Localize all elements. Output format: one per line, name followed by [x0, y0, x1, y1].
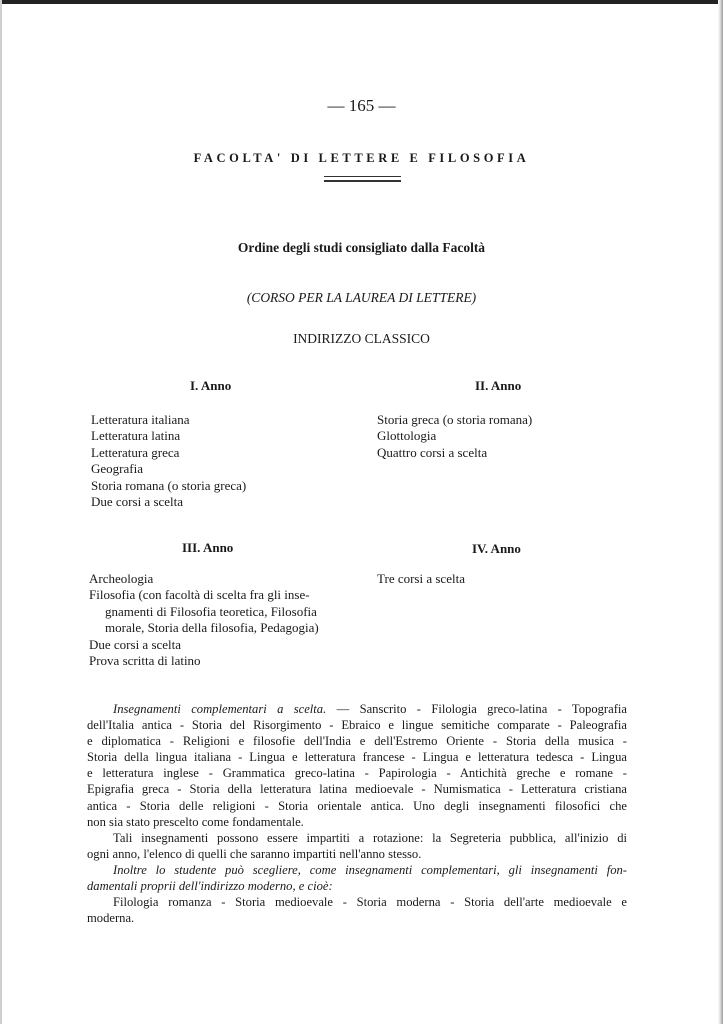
paragraph-line: non sia stato prescelto come fondamentale. — [87, 814, 304, 829]
year-3-item: morale, Storia della filosofia, Pedagogia) — [105, 620, 319, 636]
indirizzo-title: INDIRIZZO CLASSICO — [293, 331, 430, 346]
year-2-item: Quattro corsi a scelta — [377, 444, 488, 460]
year-3-list — [89, 571, 319, 669]
faculty-title: FACOLTA' DI LETTERE E FILOSOFIA — [193, 151, 530, 165]
year-2-item: Storia greca (o storia romana) — [377, 412, 533, 427]
year-1-item: Letteratura greca — [91, 444, 180, 460]
inoltre-line: Inoltre lo studente può scegliere, come insegnamenti complementari, gli insegnamenti fon- — [113, 862, 627, 877]
paragraph-line: e letteratura inglese - Grammatica greco-latina - Papirologia - Antichità greche e romane - — [87, 766, 627, 781]
year-4-list — [377, 571, 465, 587]
page-number: — 165 — — [327, 96, 396, 115]
year-3-item: Due corsi a scelta — [89, 636, 182, 652]
year-4-item: Tre corsi a scelta — [377, 571, 465, 586]
year-4-heading: IV. Anno — [472, 541, 521, 556]
year-2-list — [377, 412, 532, 461]
paragraph-line: antica - Storia delle religioni - Storia orientale antica. Uno degli insegnamenti filosofici che — [87, 798, 627, 813]
year-3-item: Prova scritta di latino — [89, 653, 201, 669]
year-1-heading: I. Anno — [190, 378, 232, 393]
paragraph-line — [87, 701, 627, 717]
year-3-item: Archeologia — [89, 571, 154, 586]
study-order-subtitle: Ordine degli studi consigliato dalla Facoltà — [237, 240, 486, 255]
year-1-item: Storia romana (o storia greca) — [91, 477, 247, 493]
complementary-courses-paragraph — [87, 701, 627, 926]
paragraph-line: Epigrafia greca - Storia della letteratura latina medioevale - Numismatica - Letteratura cristiana — [87, 782, 627, 797]
year-1-item: Letteratura italiana — [91, 412, 190, 427]
year-1-item: Geografia — [91, 461, 143, 477]
modern-courses-line: Filologia romanza - Storia medioevale - Storia moderna - Storia dell'arte medioevale e — [113, 895, 627, 910]
year-2-item: Glottologia — [377, 428, 437, 444]
paragraph-line: Storia della lingua italiana - Lingua e letteratura francese - Lingua e letteratura tedesca - Lingua — [87, 750, 627, 765]
year-1-item: Due corsi a scelta — [91, 494, 184, 510]
year-1-list — [91, 412, 246, 510]
paragraph-line: dell'Italia antica - Storia del Risorgimento - Ebraico e lingue semitiche comparate - Paleografia — [87, 718, 627, 733]
year-2-heading: II. Anno — [475, 378, 522, 393]
scan-top-border — [0, 0, 723, 4]
title-rule-thin — [324, 176, 401, 177]
year-1-item: Letteratura latina — [91, 428, 181, 444]
rotation-line: Tali insegnamenti possono essere impartiti a rotazione: la Segreteria pubblica, all'inizio di — [113, 830, 627, 845]
title-rule-thick — [324, 180, 401, 182]
rotation-line: ogni anno, l'elenco di quelli che saranno impartiti nell'anno stesso. — [87, 846, 422, 861]
year-3-item: Filosofia (con facoltà di scelta fra gli inse- — [89, 587, 310, 603]
complementary-list-start: — Sanscrito - Filologia greco-latina - Topografia — [336, 702, 628, 716]
inoltre-line: damentali proprii dell'indirizzo moderno, e cioè: — [87, 879, 333, 894]
course-title: (CORSO PER LA LAUREA DI LETTERE) — [246, 290, 477, 305]
year-3-heading: III. Anno — [182, 540, 234, 555]
complementary-label: Insegnamenti complementari a scelta. — [113, 702, 327, 716]
modern-courses-line: moderna. — [87, 911, 135, 926]
year-3-item: gnamenti di Filosofia teoretica, Filosofia — [105, 603, 317, 619]
paragraph-line: e diplomatica - Religioni e filosofie dell'India e dell'Estremo Oriente - Storia della musica - — [87, 734, 627, 749]
